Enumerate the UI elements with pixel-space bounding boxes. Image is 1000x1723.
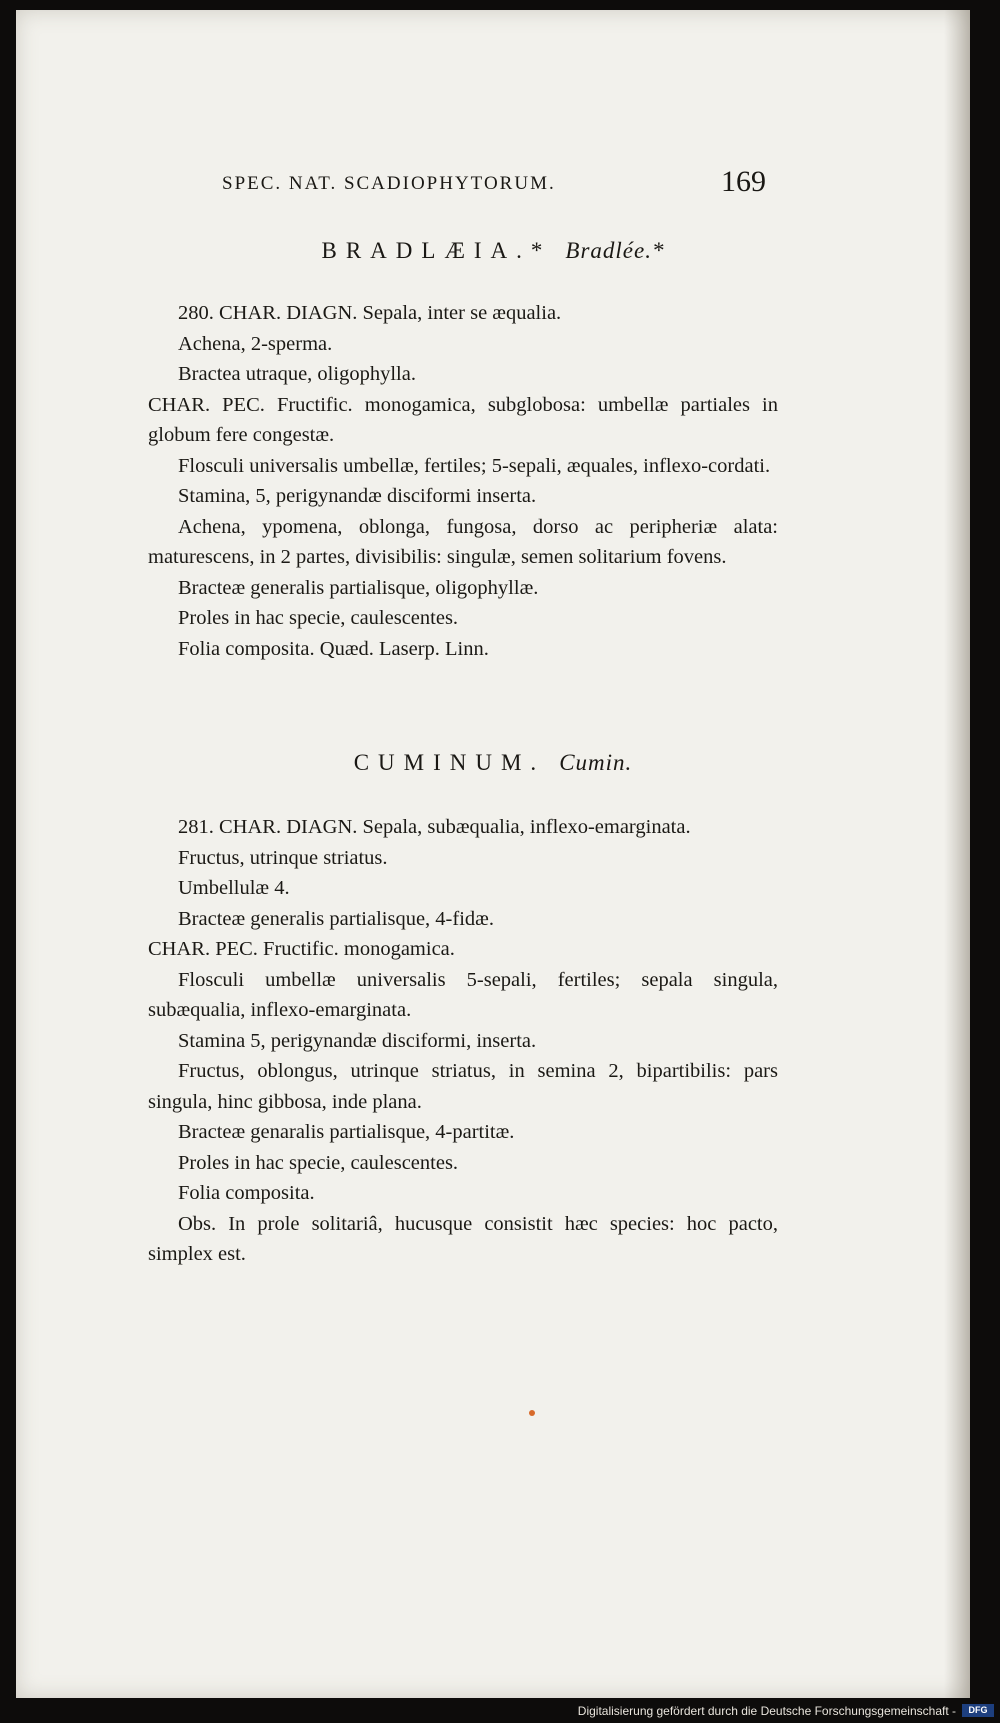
section-title-cuminum bbox=[16, 750, 970, 776]
text-line: Stamina, 5, perigynandæ disciformi inserta. bbox=[178, 485, 537, 507]
text-line: Folia composita. Quæd. Laserp. Linn. bbox=[178, 637, 489, 660]
text-line: Bracteæ generalis partialisque, 4-fidæ. bbox=[178, 907, 494, 930]
dfg-logo: DFG bbox=[962, 1704, 994, 1717]
text-line: 280. CHAR. DIAGN. Sepala, inter se æqualia. bbox=[178, 302, 562, 324]
text-line: Achena, 2-sperma. bbox=[178, 332, 333, 355]
section-title-bradlaeia bbox=[16, 238, 970, 264]
page-number: 169 bbox=[721, 165, 766, 198]
section-title-latin: BRADLÆIA.* bbox=[321, 238, 552, 263]
section-body-bradlaeia bbox=[148, 298, 778, 664]
section-body-cuminum bbox=[148, 812, 778, 1270]
text-line: Flosculi umbellæ universalis 5-sepali, fertiles; sepala singula, subæqualia, inflexo-emarginata. bbox=[148, 968, 778, 1021]
text-line: Stamina 5, perigynandæ disciformi, inserta. bbox=[178, 1029, 537, 1052]
section-title-french: Bradlée.* bbox=[565, 238, 665, 263]
book-page bbox=[16, 10, 970, 1698]
text-line: Fructus, utrinque striatus. bbox=[178, 846, 388, 869]
text-line: 281. CHAR. DIAGN. Sepala, subæqualia, inflexo-emarginata. bbox=[178, 816, 691, 838]
section-title-latin: CUMINUM. bbox=[353, 750, 546, 775]
text-line: Proles in hac specie, caulescentes. bbox=[178, 607, 459, 629]
text-line: Umbellulæ 4. bbox=[178, 877, 290, 899]
text-line: Bractea utraque, oligophylla. bbox=[178, 363, 416, 385]
running-title: SPEC. NAT. SCADIOPHYTORUM. bbox=[222, 173, 556, 194]
section-title-french: Cumin. bbox=[559, 750, 633, 775]
text-line: Folia composita. bbox=[178, 1182, 315, 1204]
text-line: CHAR. PEC. Fructific. monogamica, subglobosa: umbellæ partiales in globum fere congestæ. bbox=[148, 393, 778, 446]
text-line: Bracteæ generalis partialisque, oligophyllæ. bbox=[178, 576, 539, 599]
text-line: Proles in hac specie, caulescentes. bbox=[178, 1151, 459, 1174]
text-line: Fructus, oblongus, utrinque striatus, in semina 2, bipartibilis: pars singula, hinc gibbosa, inde plana. bbox=[148, 1060, 778, 1113]
running-header bbox=[16, 165, 970, 203]
text-line: Achena, ypomena, oblonga, fungosa, dorso ac peripheriæ alata: maturescens, in 2 partes, divisibilis: singulæ, semen solitarium fovens. bbox=[148, 515, 778, 568]
text-line: Obs. In prole solitariâ, hucusque consistit hæc species: hoc pacto, simplex est. bbox=[148, 1212, 778, 1265]
digitization-footer bbox=[0, 1698, 1000, 1723]
text-line: Bracteæ genaralis partialisque, 4-partitæ. bbox=[178, 1121, 515, 1143]
paper-spot bbox=[529, 1410, 535, 1416]
text-line: Flosculi universalis umbellæ, fertiles; 5-sepali, æquales, inflexo-cordati. bbox=[178, 454, 771, 477]
text-line: CHAR. PEC. Fructific. monogamica. bbox=[148, 938, 455, 960]
funding-credit: Digitalisierung gefördert durch die Deutsche Forschungsgemeinschaft - bbox=[577, 1704, 956, 1718]
